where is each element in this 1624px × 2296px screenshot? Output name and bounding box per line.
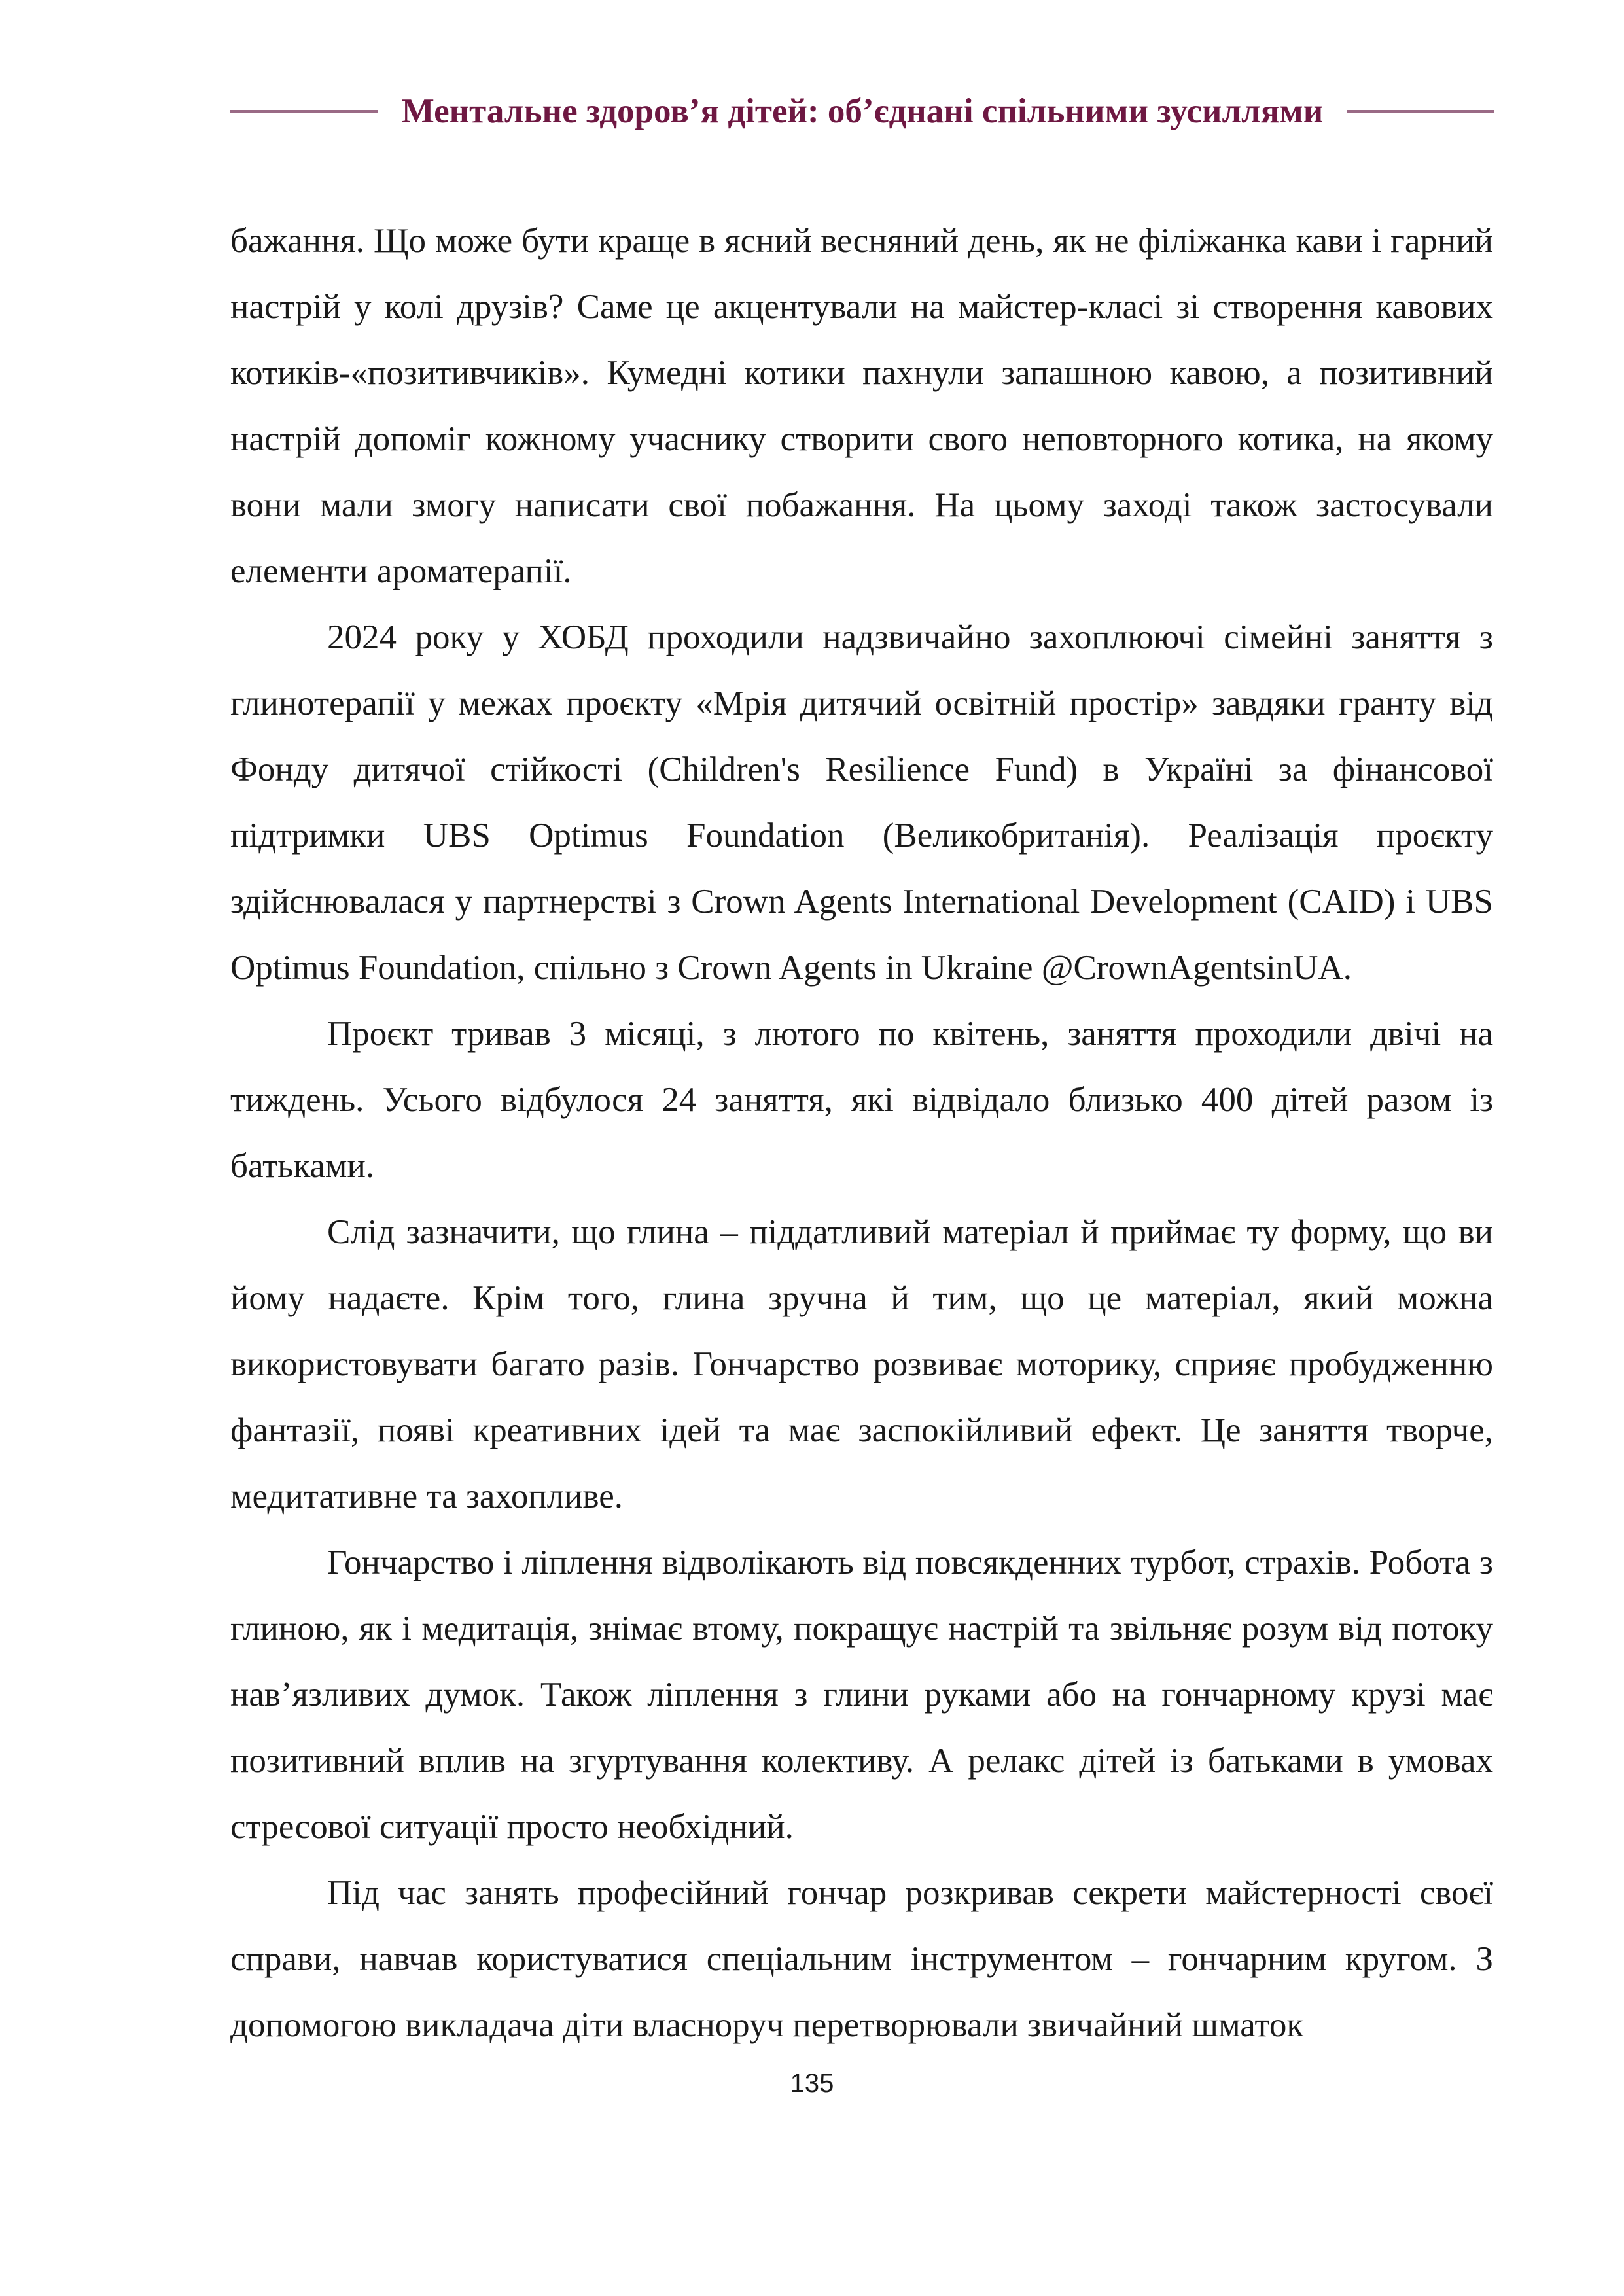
header-rule-right bbox=[1347, 110, 1494, 113]
paragraph: Під час занять професійний гончар розкривав секрети майстерності своєї справи, навчав користуватися спеціальним інструментом – гончарним кругом. З допомогою викладача діти власноруч перетворювали звичайний шматок bbox=[230, 1874, 1493, 2044]
paragraph: Проєкт тривав 3 місяці, з лютого по квітень, заняття проходили двічі на тиждень. Усього відбулося 24 заняття, які відвідало близько 400 дітей разом із батьками. bbox=[230, 1015, 1493, 1185]
paragraph: Слід зазначити, що глина – піддатливий матеріал й приймає ту форму, що ви йому надаєте. Крім того, глина зручна й тим, що це матеріал, який можна використовувати багато разів. Гончарство розвиває моторику, сприяє пробудженню фантазії, появі креативних ідей та має заспокійливий ефект. Це заняття творче, медитативне та захопливе. bbox=[230, 1213, 1493, 1515]
body-text bbox=[230, 208, 1493, 2058]
paragraph: 2024 року у ХОБД проходили надзвичайно захоплюючі сімейні заняття з глинотерапії у межах проєкту «Мрія дитячий освітній простір» завдяки гранту від Фонду дитячої стійкості (Children's Resilience Fund) в Україні за фінансової підтримки UBS Optimus Foundation (Великобританія). Реалізація проєкту здійснювалася у партнерстві з Crown Agents International Development (CAID) і UBS Optimus Foundation, спільно з Crown Agents in Ukraine @CrownAgentsinUA. bbox=[230, 618, 1493, 987]
header-title: Ментальне здоров’я дітей: об’єднані спільними зусиллями bbox=[401, 92, 1324, 130]
page-number: 135 bbox=[790, 2069, 834, 2098]
header-rule-left bbox=[230, 110, 378, 113]
page-header bbox=[230, 84, 1494, 139]
paragraph: Гончарство і ліплення відволікають від повсякденних турбот, страхів. Робота з глиною, як і медитація, знімає втому, покращує настрій та звільняє розум від потоку нав’язливих думок. Також ліплення з глини руками або на гончарному крузі має позитивний вплив на згуртування колективу. А релакс дітей із батьками в умовах стресової ситуації просто необхідний. bbox=[230, 1544, 1493, 1846]
paragraph: бажання. Що може бути краще в ясний весняний день, як не філіжанка кави і гарний настрій у колі друзів? Саме це акцентували на майстер-класі зі створення кавових котиків-«позитивчиків». Кумедні котики пахнули запашною кавою, а позитивний настрій допоміг кожному учаснику створити свого неповторного котика, на якому вони мали змогу написати свої побажання. На цьому заході також застосували елементи ароматерапії. bbox=[230, 222, 1493, 590]
